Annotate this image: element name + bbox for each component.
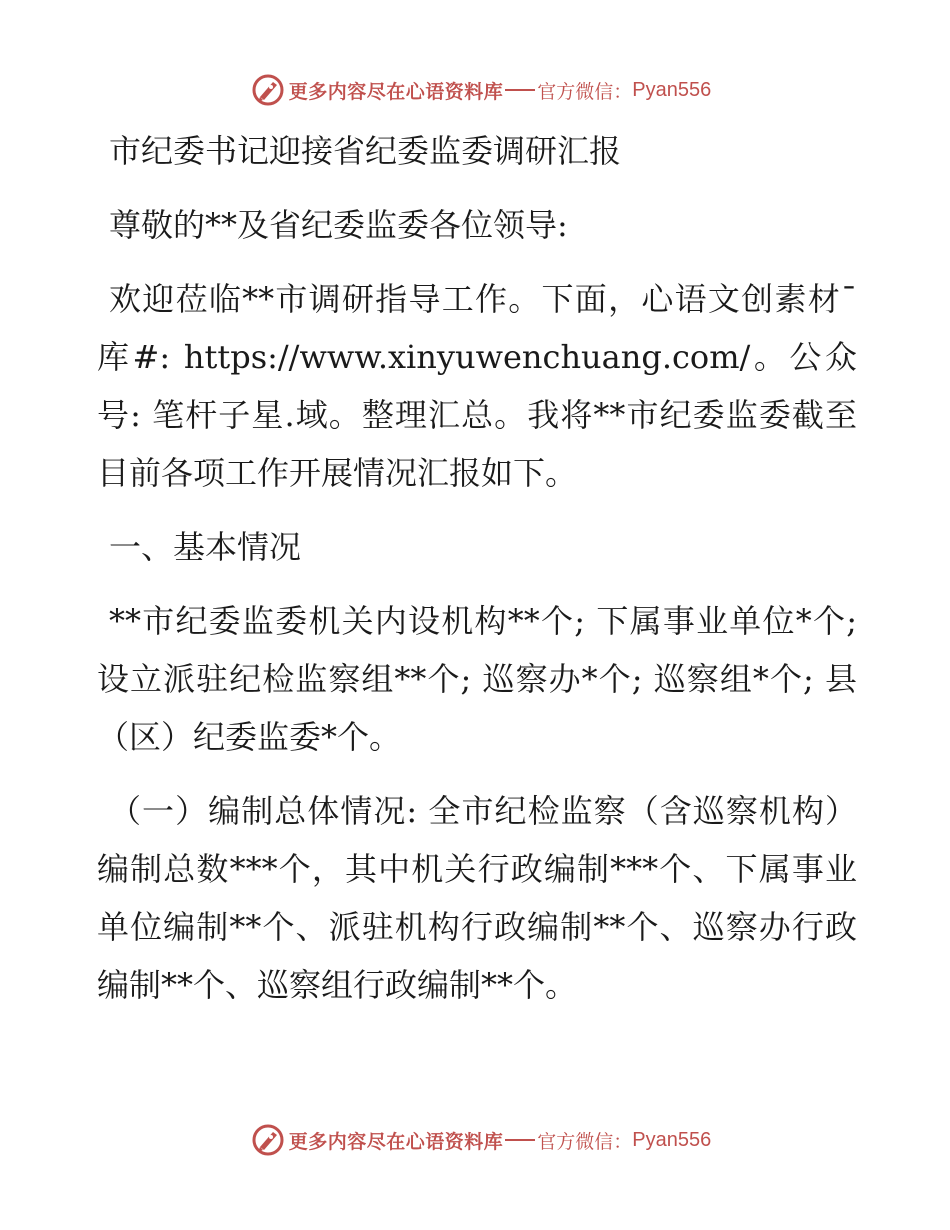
footer-banner-sub-text: 官方微信：	[537, 1130, 633, 1153]
document-body	[97, 122, 857, 1030]
footer-banner-inner	[251, 1123, 712, 1157]
footer-banner-main-text: 更多内容尽在心语资料库	[288, 1130, 504, 1153]
subsection-staffing-overview: （一）编制总体情况: 全市纪检监察（含巡察机构）编制总数***个，其中机关行政编制***个、下属事业单位编制**个、派驻机构行政编制**个、巡察办行政编制**个、巡察组行政编制**个。	[97, 792, 857, 1004]
footer-banner-handle: Pyan556	[632, 1128, 712, 1151]
header-banner-sub-text: 官方微信：	[537, 80, 633, 103]
footer-banner-dash	[505, 1139, 535, 1141]
header-banner	[0, 70, 950, 110]
pen-logo-icon	[251, 1123, 285, 1157]
intro-paragraph: 欢迎莅临**市调研指导工作。下面，心语文创素材¯库#: https://www.xinyuwenchuang.com/。公众号: 笔杆子星.域。整理汇总。我将**市纪委监委截至目前各项工作开展情况汇报如下。	[97, 280, 857, 492]
header-banner-inner	[251, 73, 712, 107]
footer-banner	[0, 1120, 950, 1160]
header-banner-dash	[505, 89, 535, 91]
salutation: 尊敬的**及省纪委监委各位领导:	[109, 206, 568, 244]
header-banner-main-text: 更多内容尽在心语资料库	[288, 80, 504, 103]
pen-logo-icon	[251, 73, 285, 107]
header-banner-handle: Pyan556	[632, 78, 712, 101]
section-body-basic-situation: **市纪委监委机关内设机构**个; 下属事业单位*个; 设立派驻纪检监察组**个; 巡察办*个; 巡察组*个; 县（区）纪委监委*个。	[97, 602, 857, 756]
document-title: 市纪委书记迎接省纪委监委调研汇报	[109, 132, 622, 170]
section-heading-basic-situation: 一、基本情况	[109, 528, 302, 566]
